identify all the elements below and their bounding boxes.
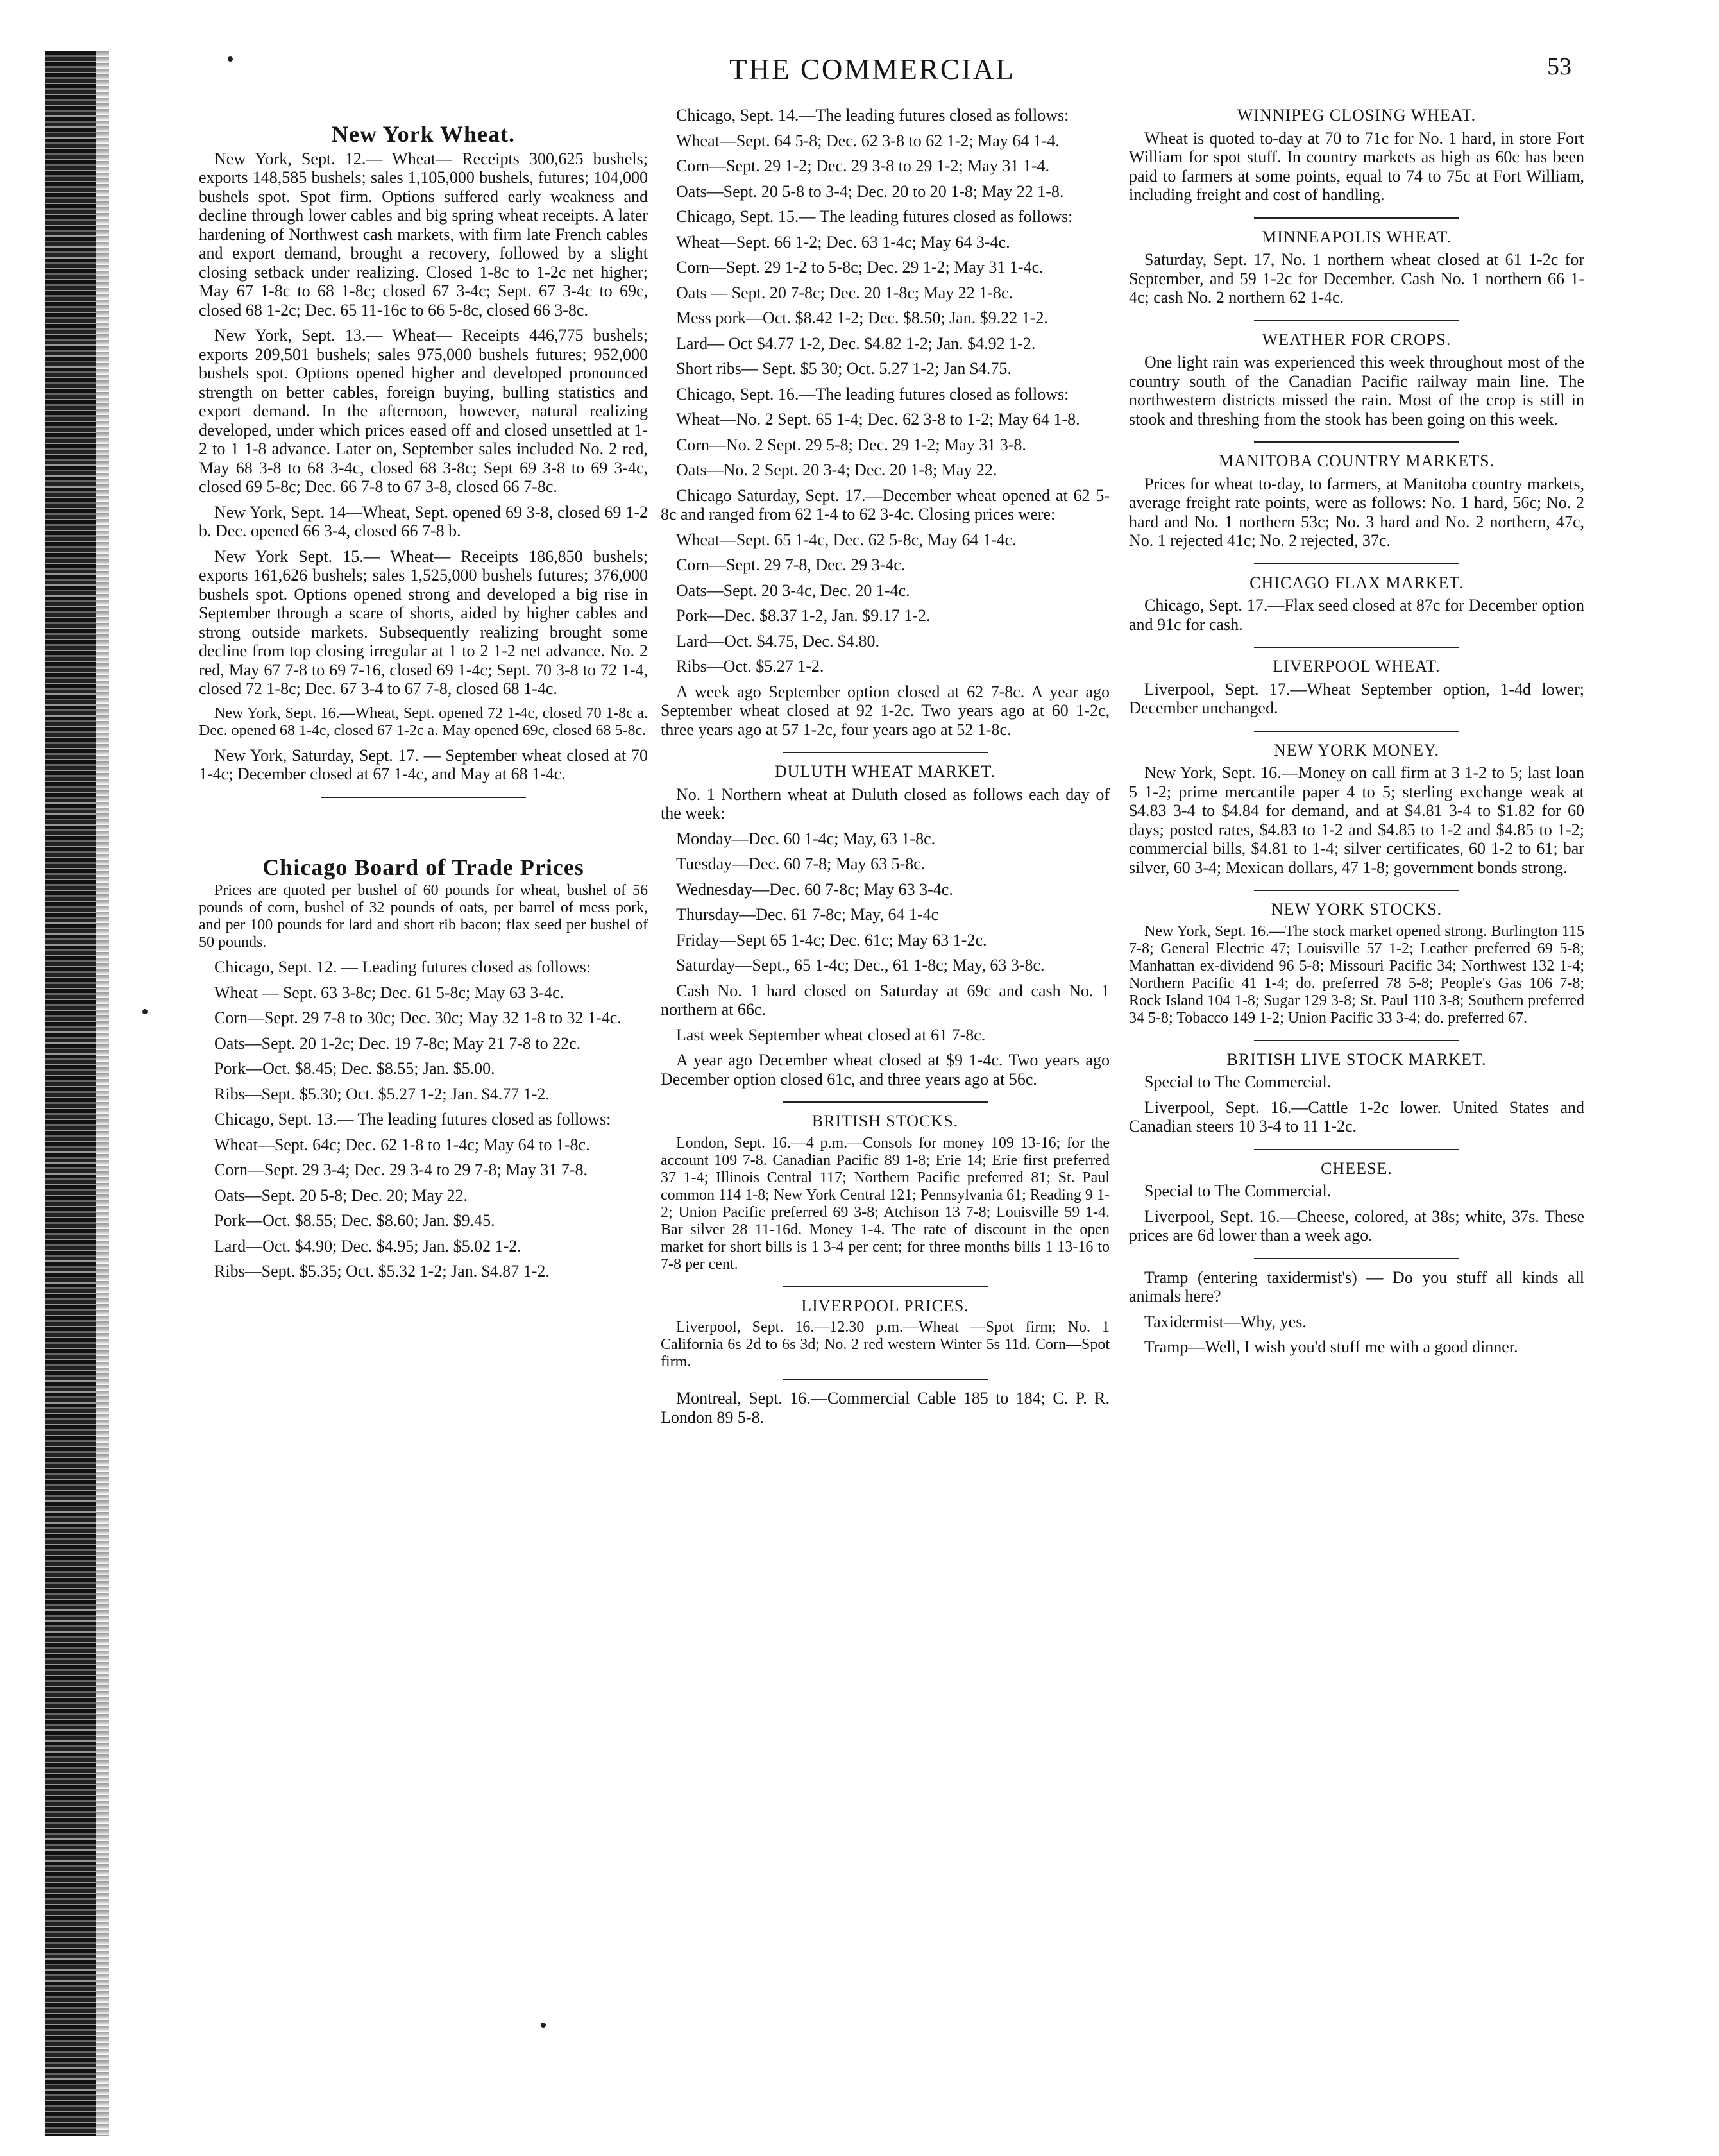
paragraph: Chicago, Sept. 15.— The leading futures closed as follows:: [676, 207, 1073, 226]
paragraph: Montreal, Sept. 16.—Commercial Cable 185 to 184; C. P. R. London 89 5-8.: [661, 1389, 1110, 1427]
headline-chicago-board-of-trade: Chicago Board of Trade Prices: [262, 854, 584, 880]
paragraph: Lard—Oct. $4.90; Dec. $4.95; Jan. $5.02 1-2.: [214, 1236, 521, 1255]
paragraph: Taxidermist—Why, yes.: [1144, 1312, 1307, 1331]
paragraph: New York Sept. 15.— Wheat— Receipts 186,850 bushels; exports 161,626 bushels; sales 1,525,000 bushels futures; 376,000 bushels spot. Options opened strong and developed a big rise in September through a scare of shorts, aided by higher cables and strong outside markets. Subsequently realizing brought some decline from top closing irregular at 1 to 2 1-2 net advance. No. 2 red, May 67 7-8 to 69 7-16, closed 69 1-4c; Sept. 70 3-8 to 72 1-4, closed 72 1-8c; Dec. 67 3-4 to 67 7-8, closed 68 1-4c.: [199, 547, 648, 698]
article-liverpool-wheat: [1129, 657, 1584, 718]
section-rule: [1254, 647, 1459, 648]
paragraph: Cash No. 1 hard closed on Saturday at 69c and cash No. 1 northern at 66c.: [661, 981, 1110, 1019]
print-speck: [228, 56, 233, 62]
paragraph: Wheat—Sept. 66 1-2; Dec. 63 1-4c; May 64 3-4c.: [676, 232, 1010, 251]
paragraph: Tuesday—Dec. 60 7-8; May 63 5-8c.: [676, 854, 926, 873]
paragraph: Liverpool, Sept. 17.—Wheat September option, 1-4d lower; December unchanged.: [1129, 679, 1584, 717]
paragraph: Prices for wheat to-day, to farmers, at Manitoba country markets, average freight rate points, were as follows: No. 1 hard, 56c; No. 2 hard and No. 1 northern 53c; No. 3 hard and No. 2 northern, 47c, No. 1 rejected 41c; No. 2 rejected, 37c.: [1129, 474, 1584, 550]
column-2: [661, 106, 1110, 2069]
headline-liverpool-prices: LIVERPOOL PRICES.: [801, 1296, 969, 1315]
paragraph: Oats—Sept. 20 3-4c, Dec. 20 1-4c.: [676, 581, 910, 600]
print-speck: [142, 1009, 148, 1014]
paragraph: New York, Saturday, Sept. 17. — September wheat closed at 70 1-4c; December closed at 67 1-4c, and May at 68 1-4c.: [199, 745, 648, 783]
paragraph: Oats—Sept. 20 1-2c; Dec. 19 7-8c; May 21 7-8 to 22c.: [214, 1033, 581, 1053]
paragraph: Chicago, Sept. 16.—The leading futures closed as follows:: [676, 384, 1069, 403]
article-winnipeg-closing-wheat: [1129, 106, 1584, 205]
paragraph: A year ago December wheat closed at $9 1-4c. Two years ago December option closed 61c, and three years ago at 56c.: [661, 1051, 1110, 1089]
paragraph: Corn—Sept. 29 7-8 to 30c; Dec. 30c; May 32 1-8 to 32 1-4c.: [214, 1008, 622, 1027]
section-rule: [1254, 1149, 1459, 1150]
paragraph: Prices are quoted per bushel of 60 pounds for wheat, bushel of 56 pounds of corn, bushel of 32 pounds of oats, per barrel of mess pork, and per 100 pounds for lard and short rib bacon; flax seed per bushel of 50 pounds.: [199, 882, 648, 951]
column-1: [199, 112, 648, 2075]
headline-liverpool-wheat: LIVERPOOL WHEAT.: [1273, 657, 1441, 675]
paragraph: Wheat is quoted to-day at 70 to 71c for No. 1 hard, in store Fort William for spot stuff. In country markets as high as 60c has been paid to farmers at some points, equal to 74 to 75c at Fort William, including freight and cost of handling.: [1129, 128, 1584, 204]
paragraph: Pork—Oct. $8.45; Dec. $8.55; Jan. $5.00.: [214, 1059, 495, 1078]
paragraph: Wheat—Sept. 64 5-8; Dec. 62 3-8 to 62 1-2; May 64 1-4.: [676, 131, 1060, 150]
paragraph: Oats — Sept. 20 7-8c; Dec. 20 1-8c; May 22 1-8c.: [676, 283, 1013, 302]
paragraph: Wheat—Sept. 64c; Dec. 62 1-8 to 1-4c; May 64 to 1-8c.: [214, 1135, 590, 1154]
article-liverpool-prices: [661, 1296, 1110, 1427]
paragraph: Tramp (entering taxidermist's) — Do you stuff all kinds all animals here?: [1129, 1268, 1584, 1305]
paragraph: Lard—Oct. $4.75, Dec. $4.80.: [676, 631, 879, 650]
article-weather-for-crops: [1129, 330, 1584, 429]
article-chicago-flax-market: [1129, 573, 1584, 634]
paragraph: Oats—Sept. 20 5-8; Dec. 20; May 22.: [214, 1185, 468, 1205]
paragraph: Lard— Oct $4.77 1-2, Dec. $4.82 1-2; Jan. $4.92 1-2.: [676, 334, 1036, 353]
headline-british-live-stock-market: BRITISH LIVE STOCK MARKET.: [1226, 1049, 1487, 1069]
headline-duluth-wheat-market: DULUTH WHEAT MARKET.: [774, 762, 996, 781]
paragraph: Oats—No. 2 Sept. 20 3-4; Dec. 20 1-8; May 22.: [676, 461, 997, 479]
headline-chicago-flax-market: CHICAGO FLAX MARKET.: [1249, 573, 1464, 592]
scanned-page-edge-fade: [96, 51, 109, 2136]
article-manitoba-country-markets: [1129, 452, 1584, 550]
paragraph: Chicago, Sept. 12. — Leading futures closed as follows:: [214, 958, 591, 976]
paragraph: Ribs—Oct. $5.27 1-2.: [676, 657, 824, 675]
paragraph: New York, Sept. 16.—Wheat, Sept. opened 72 1-4c, closed 70 1-8c a. Dec. opened 68 1-4c, closed 67 1-2c a. May opened 69c, closed 68 5-8c.: [199, 704, 648, 739]
article-british-stocks: [661, 1112, 1110, 1273]
headline-winnipeg-closing-wheat: WINNIPEG CLOSING WHEAT.: [1237, 106, 1477, 124]
paragraph: Short ribs— Sept. $5 30; Oct. 5.27 1-2; Jan $4.75.: [676, 359, 1012, 378]
masthead-title: THE COMMERCIAL: [729, 53, 1015, 85]
paragraph: Liverpool, Sept. 16.—12.30 p.m.—Wheat —Spot firm; No. 1 California 6s 2d to 6s 3d; No. 2 red western Winter 5s 11d. Corn—Spot firm.: [661, 1319, 1110, 1370]
paragraph: Liverpool, Sept. 16.—Cattle 1-2c lower. United States and Canadian steers 10 3-4 to 11 1-2c.: [1129, 1098, 1584, 1135]
section-rule: [783, 1379, 988, 1380]
page-number: 53: [1547, 53, 1571, 80]
section-rule: [1254, 217, 1459, 219]
article-new-york-wheat: [199, 121, 648, 784]
article-chicago-futures: [661, 106, 1110, 739]
paragraph: Monday—Dec. 60 1-4c; May, 63 1-8c.: [676, 829, 936, 848]
section-rule: [1254, 890, 1459, 891]
headline-british-stocks: BRITISH STOCKS.: [811, 1112, 959, 1130]
headline-minneapolis-wheat: MINNEAPOLIS WHEAT.: [1262, 227, 1452, 246]
paragraph: Pork—Oct. $8.55; Dec. $8.60; Jan. $9.45.: [214, 1211, 495, 1230]
paragraph: Corn—Sept. 29 1-2; Dec. 29 3-8 to 29 1-2; May 31 1-4.: [676, 157, 1050, 175]
section-rule: [321, 797, 526, 798]
paragraph: Wheat—No. 2 Sept. 65 1-4; Dec. 62 3-8 to 1-2; May 64 1-8.: [676, 410, 1080, 429]
section-rule: [1254, 1258, 1459, 1259]
article-new-york-money: [1129, 741, 1584, 878]
article-duluth-wheat-market: [661, 762, 1110, 1089]
article-chicago-board-of-trade: [199, 854, 648, 1281]
paragraph: Wednesday—Dec. 60 7-8c; May 63 3-4c.: [676, 879, 953, 899]
paragraph: Saturday, Sept. 17, No. 1 northern wheat closed at 61 1-2c for September, and 59 1-2c for December. Cash No. 1 northern 66 1-4c; cash No. 2 northern 62 1-4c.: [1129, 250, 1584, 307]
article-tramp-joke: [1129, 1268, 1584, 1357]
paragraph: Wheat — Sept. 63 3-8c; Dec. 61 5-8c; May 63 3-4c.: [214, 983, 564, 1002]
section-rule: [1254, 563, 1459, 564]
paragraph: Wheat—Sept. 65 1-4c, Dec. 62 5-8c, May 64 1-4c.: [676, 530, 1017, 549]
paragraph: One light rain was experienced this week throughout most of the country south of the Canadian Pacific railway main line. The northwestern districts missed the rain. Most of the crop is still in stook and threshing from the stook has been going on this week.: [1129, 353, 1584, 429]
paragraph: Pork—Dec. $8.37 1-2, Jan. $9.17 1-2.: [676, 606, 931, 625]
article-cheese: [1129, 1159, 1584, 1245]
paragraph: Tramp—Well, I wish you'd stuff me with a good dinner.: [1144, 1337, 1518, 1356]
section-rule: [783, 1286, 988, 1287]
paragraph: Corn—No. 2 Sept. 29 5-8; Dec. 29 1-2; May 31 3-8.: [676, 435, 1026, 454]
paragraph: Liverpool, Sept. 16.—Cheese, colored, at 38s; white, 37s. These prices are 6d lower than a week ago.: [1129, 1207, 1584, 1244]
column-3: [1129, 106, 1584, 2069]
paragraph: Last week September wheat closed at 61 7-8c.: [676, 1025, 986, 1044]
section-rule: [1254, 320, 1459, 321]
section-rule: [783, 1101, 988, 1103]
paragraph: Saturday—Sept., 65 1-4c; Dec., 61 1-8c; May, 63 3-8c.: [676, 956, 1045, 974]
spacer: [199, 807, 648, 845]
article-minneapolis-wheat: [1129, 228, 1584, 307]
headline-weather-for-crops: WEATHER FOR CROPS.: [1262, 330, 1452, 349]
paragraph: Corn—Sept. 29 3-4; Dec. 29 3-4 to 29 7-8; May 31 7-8.: [214, 1160, 588, 1179]
section-rule: [1254, 731, 1459, 732]
paragraph: New York, Sept. 14—Wheat, Sept. opened 69 3-8, closed 69 1-2 b. Dec. opened 66 3-4, closed 66 7-8 b.: [199, 502, 648, 540]
paragraph: A week ago September option closed at 62 7-8c. A year ago September wheat closed at 92 1-2c. Two years ago at 60 1-2c, three years ago at 57 1-2c, four years ago at 52 1-8c.: [661, 682, 1110, 739]
paragraph: New York, Sept. 16.—Money on call firm at 3 1-2 to 5; last loan 5 1-2; prime mercantile paper 4 to 5; sterling exchange weak at $4.83 3-4 to $4.84 for demand, and at $4.81 3-4 to $1.82 for 60 days; posted rates, $4.83 to 1-2 and $4.85 to 1-2 and $4.85 to 1-2; commercial bills, $4.81 to 1-4; silver certificates, 60 1-2 to 61; bar silver, 60 3-4; Mexican dollars, 47 1-8; government bonds strong.: [1129, 763, 1584, 877]
paragraph: London, Sept. 16.—4 p.m.—Consols for money 109 13-16; for the account 109 7-8. Canadian Pacific 89 1-8; Erie 14; Erie first preferred 37 1-4; Illinois Central 117; Northern Pacific preferred 81; St. Paul common 114 1-8; New York Central 121; Pennsylvania 61; Reading 9 1-2; Union Pacific preferred 69 3-8; Atchison 13 7-8; Louisville 59 1-4. Bar silver 28 11-16d. Money 1-4. The rate of discount in the open market for short bills is 1 3-4 per cent; for three months bills 1 13-16 to 7-8 per cent.: [661, 1134, 1110, 1273]
section-rule: [1254, 1040, 1459, 1041]
paragraph: Corn—Sept. 29 1-2 to 5-8c; Dec. 29 1-2; May 31 1-4c.: [676, 258, 1044, 276]
headline-cheese: CHEESE.: [1321, 1159, 1393, 1178]
paragraph: Oats—Sept. 20 5-8 to 3-4; Dec. 20 to 20 1-8; May 22 1-8.: [676, 182, 1064, 201]
paragraph: Chicago Saturday, Sept. 17.—December wheat opened at 62 5-8c and ranged from 62 1-4 to 62 3-4c. Closing prices were:: [661, 486, 1110, 523]
headline-manitoba-country-markets: MANITOBA COUNTRY MARKETS.: [1218, 452, 1495, 470]
paragraph: Chicago, Sept. 17.—Flax seed closed at 87c for December option and 91c for cash.: [1129, 596, 1584, 634]
print-speck: [541, 2023, 546, 2028]
section-rule: [783, 752, 988, 753]
paragraph: Ribs—Sept. $5.35; Oct. $5.32 1-2; Jan. $4.87 1-2.: [214, 1262, 550, 1280]
paragraph: Chicago, Sept. 14.—The leading futures closed as follows:: [676, 106, 1069, 124]
paragraph: Corn—Sept. 29 7-8, Dec. 29 3-4c.: [676, 556, 906, 574]
scanned-page-edge: [45, 51, 96, 2136]
paragraph: New York, Sept. 12.— Wheat— Receipts 300,625 bushels; exports 148,585 bushels; sales 1,105,000 bushels, futures; 104,000 bushels spot. Spot firm. Options suffered early weakness and decline through lower cables and big spring wheat receipts. A later hardening of Northwest cash markets, with firm late French cables and export demand, brought a recovery, followed by a slight closing setback under realizing. Closed 1-8c to 1-2c net higher; May 67 1-8c to 68 1-8c; closed 67 3-4c; Sept. 67 3-4c to 69c, closed 68 1-2c; Dec. 65 11-16c to 66 5-8c, closed 66 3-8c.: [199, 149, 648, 319]
headline-new-york-money: NEW YORK MONEY.: [1274, 740, 1439, 760]
paragraph: New York, Sept. 16.—The stock market opened strong. Burlington 115 7-8; General Electric 47; Louisville 57 1-2; Leather preferred 69 5-8; Manhattan ex-dividend 96 5-8; Missouri Pacific 34; Northwest 132 1-4; Northern Pacific 41 1-4; do. preferred 78 5-8; People's Gas 106 7-8; Rock Island 104 1-8; Sugar 129 3-8; St. Paul 110 3-8; Southern preferred 34 5-8; Tobacco 149 1-2; Union Pacific 33 3-4; do. preferred 67.: [1129, 922, 1584, 1026]
paragraph: No. 1 Northern wheat at Duluth closed as follows each day of the week:: [661, 785, 1110, 822]
headline-new-york-wheat: New York Wheat.: [332, 121, 515, 147]
paragraph: Mess pork—Oct. $8.42 1-2; Dec. $8.50; Jan. $9.22 1-2.: [676, 309, 1048, 327]
paragraph: Ribs—Sept. $5.30; Oct. $5.27 1-2; Jan. $4.77 1-2.: [214, 1084, 550, 1103]
article-new-york-stocks: [1129, 900, 1584, 1027]
section-rule: [1254, 441, 1459, 443]
byline: Special to The Commercial.: [1144, 1073, 1332, 1091]
article-british-live-stock-market: [1129, 1050, 1584, 1136]
paragraph: Thursday—Dec. 61 7-8c; May, 64 1-4c: [676, 905, 939, 924]
paragraph: New York, Sept. 13.— Wheat— Receipts 446,775 bushels; exports 209,501 bushels; sales 975,000 bushels futures; 952,000 bushels spot. Options opened higher and developed pronounced strength on better cables, foreign buying, bulling statistics and export demand. In the afternoon, however, natural realizing developed, under which prices eased off and closed unsettled at 1-2 to 1 1-8 advance. Later on, September sales included No. 2 red, May 68 3-8 to 68 3-4c, closed 68 3-8c; Sept 69 3-8 to 69 3-4c, closed 69 5-8c; Dec. 66 7-8 to 67 3-8, closed 66 7-8c.: [199, 326, 648, 496]
paragraph: Friday—Sept 65 1-4c; Dec. 61c; May 63 1-2c.: [676, 930, 987, 949]
headline-new-york-stocks: NEW YORK STOCKS.: [1271, 900, 1443, 919]
byline: Special to The Commercial.: [1144, 1182, 1332, 1200]
paragraph: Chicago, Sept. 13.— The leading futures closed as follows:: [214, 1110, 611, 1128]
